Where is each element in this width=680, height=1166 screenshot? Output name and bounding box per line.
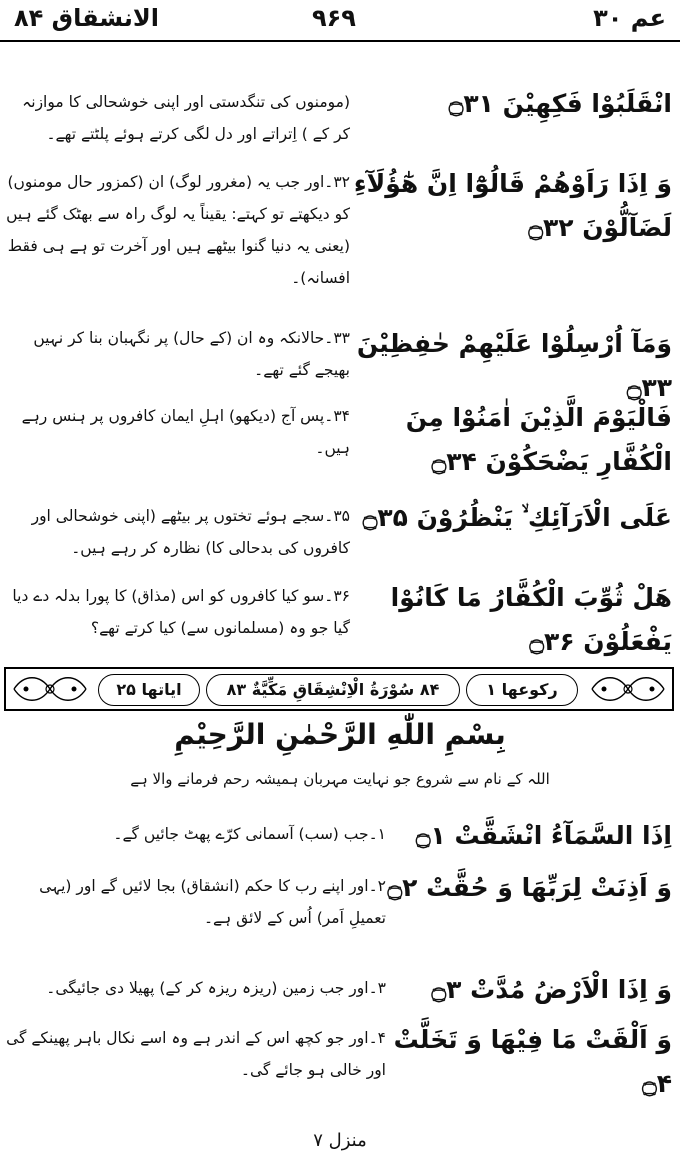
ayat-count: ایاتھا ۲۵ <box>98 674 200 706</box>
arabic-verse: وَمَآ اُرْسِلُوْا عَلَيْهِمْ حٰفِظِيْنَ ۝۳۳ <box>356 329 672 402</box>
surah-banner <box>4 667 674 711</box>
arabic-verse: فَالْيَوْمَ الَّذِيْنَ اٰمَنُوْا مِنَ الْكُفَّارِ يَضْحَكُوْنَ ۝۳۴ <box>405 403 672 476</box>
ornament-icon <box>10 672 90 706</box>
urdu-translation: ۳۶۔سو کیا کافروں کو اس (مذاق) کا پورا بدلہ دے دیا گیا جو وہ (مسلمانوں سے) کیا کرتے تھے؟ <box>12 587 350 637</box>
urdu-translation: ۴۔اور جو کچھ اس کے اندر ہے وہ اسے نکال باہر پھینکے گی اور خالی ہو جائے گی۔ <box>6 1029 386 1079</box>
ornament-icon <box>588 672 668 706</box>
arabic-verse: اِذَا السَّمَآءُ انْشَقَّتْ ۝۱ <box>415 821 672 850</box>
arabic-verse: هَلْ ثُوِّبَ الْكُفَّارُ مَا كَانُوْا يَفْعَلُوْنَ ۝۳۶ <box>390 583 672 656</box>
page-number: ۹۶۹ <box>312 4 356 32</box>
urdu-translation: ۳۵۔سجے ہوئے تختوں پر بیٹھے (اپنی خوشحالی اور کافروں کی بدحالی کا) نظارہ کر رہے ہیں۔ <box>31 507 350 557</box>
arabic-verse: وَ اِذَا رَاَوْهُمْ قَالُوْٓا اِنَّ هٰٓؤُلَآءِ لَضَآلُّوْنَ ۝۳۲ <box>353 169 672 242</box>
urdu-translation: ۳۲۔اور جب یہ (مغرور لوگ) ان (کمزور حال مومنوں) کو دیکھتے تو کہتے: یقیناً یہ لوگ راہ سے بھٹک گئے ہیں (یعنی یہ دنیا گنوا بیٹھے ہیں اور آخرت تو ہے ہی فقط افسانہ)۔ <box>6 173 350 287</box>
juz-label: عم ۳۰ <box>593 4 666 32</box>
header-rule <box>0 40 680 42</box>
manzil-footer: منزل ۷ <box>313 1130 367 1151</box>
page-header <box>0 0 680 40</box>
arabic-verse: وَ اَذِنَتْ لِرَبِّهَا وَ حُقَّتْ ۝۲ <box>387 873 672 902</box>
bismillah-arabic: بِسْمِ اللّٰهِ الرَّحْمٰنِ الرَّحِيْمِ <box>174 718 506 751</box>
arabic-verse: وَ اَلْقَتْ مَا فِيْهَا وَ تَخَلَّتْ ۝۴ <box>393 1025 672 1098</box>
urdu-translation: ۱۔جب (سب) آسمانی کرّے پھٹ جائیں گے۔ <box>113 825 386 843</box>
urdu-translation: ۲۔اور اپنے رب کا حکم (انشقاق) بجا لائیں گے اور (یہی تعمیلِ اَمر) اُس کے لائق ہے۔ <box>39 877 386 927</box>
surah-name: ۸۴ سُوْرَةُ الْاِنْشِقَاقِ مَكِّيَّةٌ ۸۳ <box>206 674 460 706</box>
urdu-translation: ۳۳۔حالانکہ وہ ان (کے حال) پر نگہبان بنا کر نہیں بھیجے گئے تھے۔ <box>33 329 350 379</box>
urdu-translation: ۳۴۔پس آج (دیکھو) اہلِ ایمان کافروں پر ہنس رہے ہیں۔ <box>21 407 350 457</box>
urdu-translation: (مومنوں کی تنگدستی اور اپنی خوشحالی کا موازنہ کر کے ) اِتراتے اور دل لگی کرتے ہوئے پلٹتے تھے۔ <box>22 93 350 143</box>
arabic-verse: انْقَلَبُوْا فَكِهِيْنَ ۝۳۱ <box>448 89 672 118</box>
bismillah-translation: اللہ کے نام سے شروع جو نہایت مہربان ہمیشہ رحم فرمانے والا ہے <box>130 770 550 788</box>
arabic-verse: وَ اِذَا الْاَرْضُ مُدَّتْ ۝۳ <box>431 975 672 1004</box>
ruku-count: رکوعھا ۱ <box>466 674 578 706</box>
urdu-translation: ۳۔اور جب زمین (ریزہ ریزہ کر کے) پھیلا دی جائیگی۔ <box>46 979 386 997</box>
surah-page-label: الانشقاق ۸۴ <box>14 4 159 32</box>
arabic-verse: عَلَى الْاَرَآئِكِ ۙ يَنْظُرُوْنَ ۝۳۵ <box>362 503 672 532</box>
